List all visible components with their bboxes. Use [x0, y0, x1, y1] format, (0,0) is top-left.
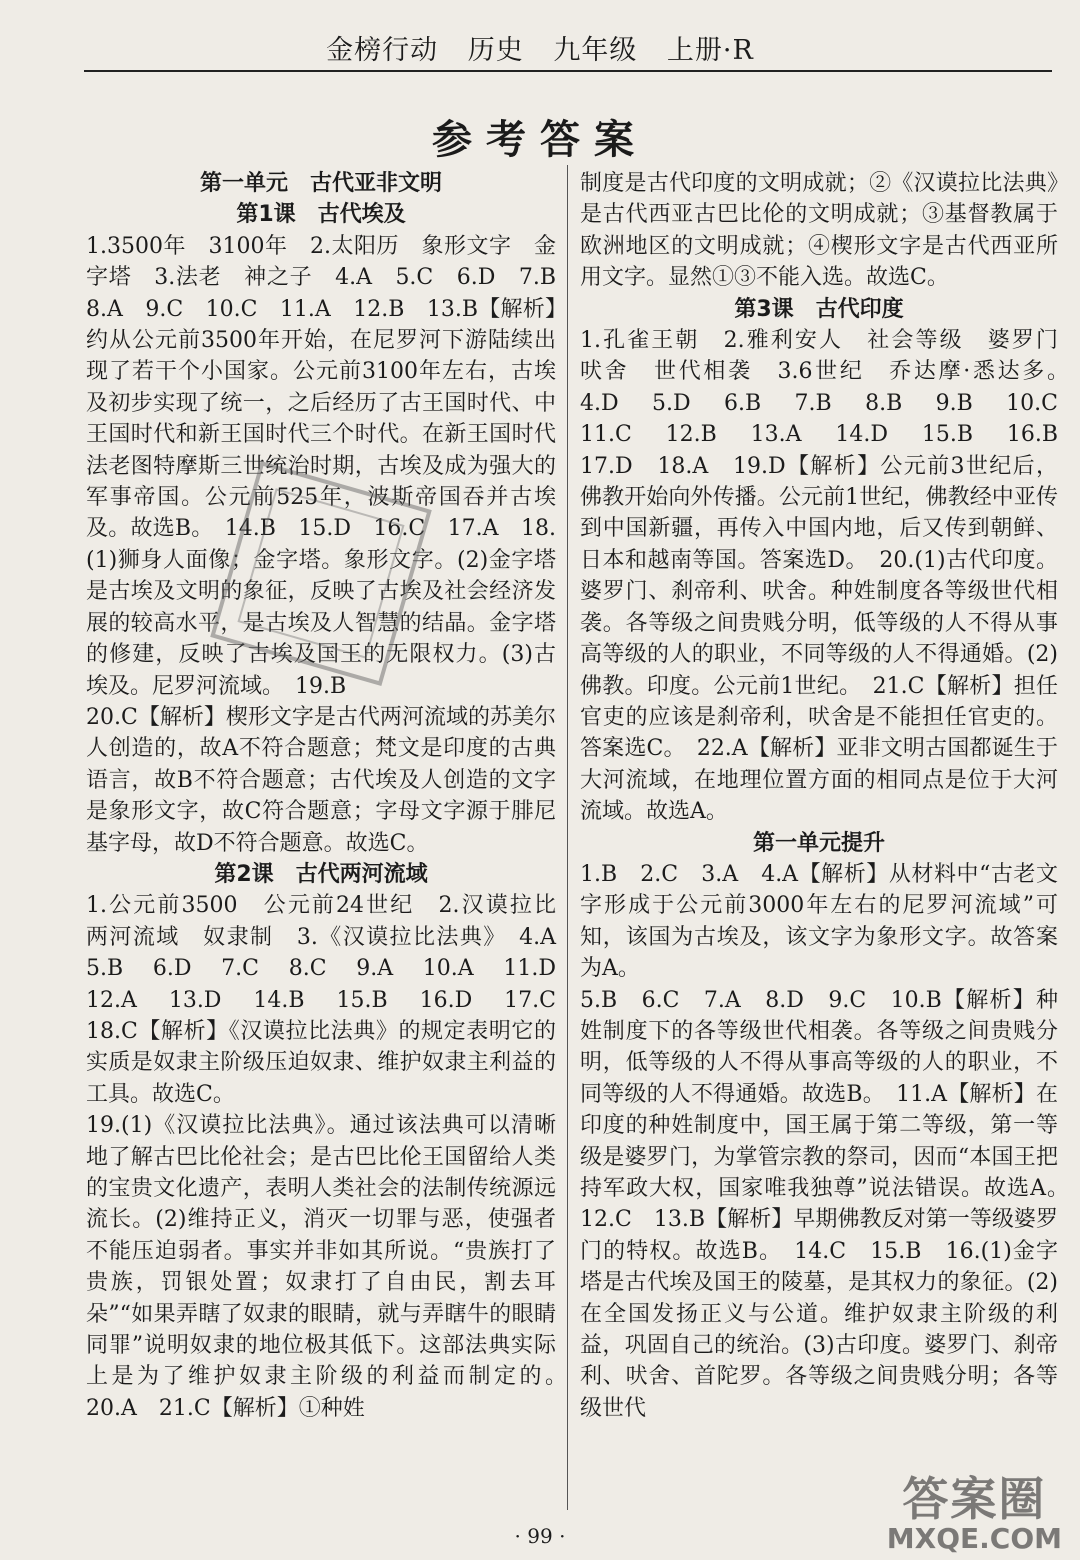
header-rule [84, 70, 1052, 72]
volume: 上册·R [666, 35, 754, 66]
page-number: · 99 · [514, 1524, 566, 1548]
book-series: 金榜行动 [326, 35, 439, 66]
answer-paragraph: 20.C【解析】楔形文字是古代两河流域的苏美尔人创造的，故A不符合题意；梵文是印度的古典语言，故B不符合题意；古代埃及人创造的文字是象形文字，故C符合题意；字母文字源于腓尼基字母，故D不符合题意。故选C。 [86, 704, 556, 856]
unit-heading: 第一单元 古代亚非文明 [199, 171, 442, 196]
watermark-url: MXQE.COM [886, 1522, 1062, 1555]
grade: 九年级 [553, 35, 638, 66]
answer-paragraph: 19.(1)《汉谟拉比法典》。通过该法典可以清晰地了解古巴比伦社会；是古巴比伦王国留给人类的宝贵文化遗产，表明人类社会的法制传统源远流长。(2)维持正义，消灭一切罪与恶，使强者不能压迫弱者。事实并非如其所说。“贵族打了贵族，罚银处置；奴隶打了自由民，割去耳朵”“如果弄瞎了奴隶的眼睛，就与弄瞎牛的眼睛同罪”说明奴隶的地位极其低下。这部法典实际上是为了维护奴隶主阶级的利益而制定的。 20.A 21.C【解析】①种姓 [86, 1113, 579, 1421]
left-column [86, 168, 579, 1508]
unit-review-heading: 第一单元提升 [752, 830, 885, 856]
lesson-heading: 第1课 古代埃及 [236, 202, 406, 228]
answer-paragraph: 1.3500年 3100年 2.太阳历 象形文字 金字塔 3.法老 神之子 4.A 5.C 6.D 7.B 8.A 9.C 10.C 11.A 12.B 13.B【解析】约从公元前3500年开始，在尼罗河下游陆续出现了若干个小国家。公元前3100年左右，古埃及初步实现了统一，之后经历了古王国时代、中王国时代和新王国时代三个时代。在新王国时代法老图特摩斯三世统治时期，古埃及成为强大的军事帝国。公元前525年，波斯帝国吞并古埃及。故选B。 14.B 15.D 16.C 17.A 18.(1)狮身人面像；金字塔。象形文字。(2)金字塔是古埃及文明的象征，反映了古埃及社会经济发展的较高水平，是古埃及人智慧的结晶。金字塔的修建，反映了古埃及国王的无限权力。(3)古埃及。尼罗河流域。 19.B [86, 233, 579, 699]
site-watermark [887, 1474, 1062, 1554]
subject: 历史 [467, 35, 524, 66]
answer-paragraph: 1.B 2.C 3.A 4.A【解析】从材料中“古老文字形成于公元前3000年左右的尼罗河流域”可知，该国为古埃及，该文字为象形文字。故答案为A。 [580, 861, 1058, 982]
page-title: 参考答案 [432, 117, 648, 163]
lesson-heading: 第2课 古代两河流域 [214, 861, 428, 887]
right-column [580, 168, 1080, 1508]
answer-paragraph: 1.公元前3500 公元前24世纪 2.汉谟拉比 两河流域 奴隶制 3.《汉谟拉比法典》 4.A 5.B 6.D 7.C 8.C 9.A 10.A 11.D 12.A 13.D 14.B 15.B 16.D 17.C 18.C【解析】《汉谟拉比法典》的规定表明它的实质是奴隶主阶级压迫奴隶、维护奴隶主利益的工具。故选C。 [86, 893, 579, 1107]
answer-paragraph: 5.B 6.C 7.A 8.D 9.C 10.B【解析】种姓制度下的各等级世代相袭。各等级之间贵贱分明，低等级的人不得从事高等级的人的职业，不同等级的人不得通婚。故选B。 11.A【解析】在印度的种姓制度中，国王属于第二等级，第一等级是婆罗门，为掌管宗教的祭司，因而“本国王把持军政大权，国家唯我独尊”说法错误。故选A。 12.C 13.B【解析】早期佛教反对第一等级婆罗门的特权。故选B。 14.C 15.B 16.(1)金字塔是古代埃及国王的陵墓，是其权力的象征。(2)在全国发扬正义与公道。维护奴隶主阶级的利益，巩固自己的统治。(3)古印度。婆罗门、刹帝利、吠舍、首陀罗。各等级之间贵贱分明；各等级世代 [580, 987, 1080, 1421]
answer-paragraph: 1.孔雀王朝 2.雅利安人 社会等级 婆罗门 吠舍 世代相袭 3.6世纪 乔达摩·悉达多。 4.D 5.D 6.B 7.B 8.B 9.B 10.C 11.C 12.B 13.A 14.D 15.B 16.B 17.D 18.A 19.D【解析】公元前3世纪后，佛教开始向外传播。公元前1世纪，佛教经中亚传到中国新疆，再传入中国内地，后又传到朝鲜、日本和越南等国。答案选D。 20.(1)古代印度。婆罗门、刹帝利、吠舍。种姓制度各等级世代相袭。各等级之间贵贱分明，低等级的人不得从事高等级的人的职业，不同等级的人不得通婚。(2)佛教。印度。公元前1世纪。 21.C【解析】担任官吏的应该是刹帝利，吠舍是不能担任官吏的。答案选C。 22.A【解析】亚非文明古国都诞生于大河流域，在地理位置方面的相同点是位于大河流域。故选A。 [580, 328, 1080, 825]
page-header [0, 28, 1080, 67]
column-divider [567, 165, 568, 1510]
answer-paragraph: 制度是古代印度的文明成就；②《汉谟拉比法典》是古代西亚古巴比伦的文明成就；③基督教属于欧洲地区的文明成就；④楔形文字是古代西亚所用文字。显然①③不能入选。故选C。 [580, 171, 1058, 291]
lesson-heading: 第3课 古代印度 [734, 296, 904, 322]
watermark-logo: 答案圈 [902, 1472, 1047, 1526]
